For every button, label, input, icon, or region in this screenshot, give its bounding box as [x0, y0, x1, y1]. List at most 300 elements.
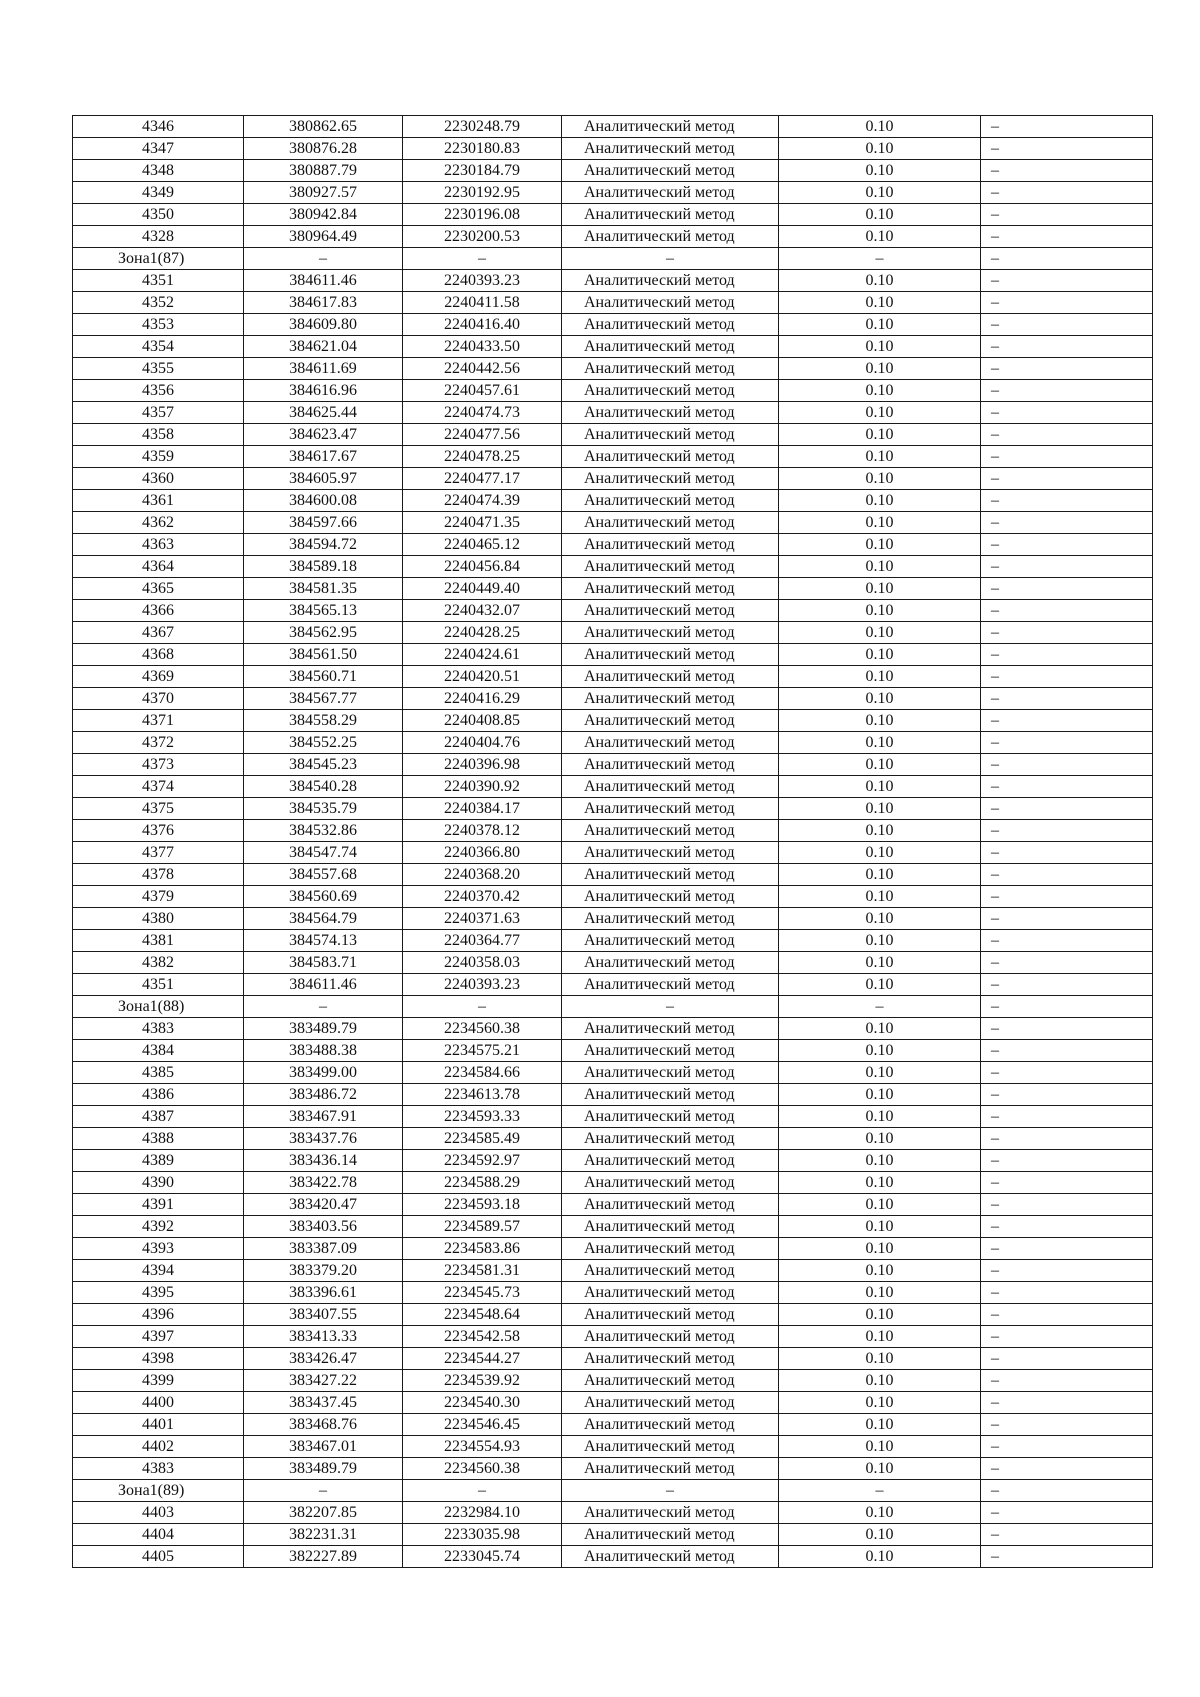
accuracy-cell: 0.10: [779, 776, 981, 798]
method-cell: Аналитический метод: [562, 1436, 779, 1458]
x-coordinate-cell: 383396.61: [244, 1282, 403, 1304]
accuracy-cell: 0.10: [779, 226, 981, 248]
x-coordinate-cell: 384547.74: [244, 842, 403, 864]
accuracy-cell: 0.10: [779, 798, 981, 820]
y-coordinate-cell: 2240477.56: [403, 424, 562, 446]
table-row: [73, 710, 1153, 732]
accuracy-cell: 0.10: [779, 1348, 981, 1370]
note-cell: –: [981, 996, 1153, 1018]
note-cell: –: [981, 842, 1153, 864]
accuracy-cell: –: [779, 1480, 981, 1502]
method-cell: Аналитический метод: [562, 138, 779, 160]
method-cell: Аналитический метод: [562, 1370, 779, 1392]
point-number-cell: 4391: [73, 1194, 244, 1216]
accuracy-cell: 0.10: [779, 358, 981, 380]
point-number-cell: 4396: [73, 1304, 244, 1326]
x-coordinate-cell: 382207.85: [244, 1502, 403, 1524]
method-cell: Аналитический метод: [562, 776, 779, 798]
y-coordinate-cell: 2240408.85: [403, 710, 562, 732]
accuracy-cell: –: [779, 996, 981, 1018]
table-row: [73, 380, 1153, 402]
note-cell: –: [981, 468, 1153, 490]
note-cell: –: [981, 710, 1153, 732]
y-coordinate-cell: 2234560.38: [403, 1018, 562, 1040]
accuracy-cell: 0.10: [779, 622, 981, 644]
note-cell: –: [981, 138, 1153, 160]
x-coordinate-cell: –: [244, 248, 403, 270]
method-cell: Аналитический метод: [562, 402, 779, 424]
note-cell: –: [981, 1436, 1153, 1458]
note-cell: –: [981, 1348, 1153, 1370]
point-number-cell: 4362: [73, 512, 244, 534]
method-cell: Аналитический метод: [562, 974, 779, 996]
point-number-cell: 4372: [73, 732, 244, 754]
method-cell: Аналитический метод: [562, 490, 779, 512]
method-cell: Аналитический метод: [562, 314, 779, 336]
note-cell: –: [981, 1128, 1153, 1150]
point-number-cell: 4346: [73, 116, 244, 138]
method-cell: Аналитический метод: [562, 1502, 779, 1524]
x-coordinate-cell: 380964.49: [244, 226, 403, 248]
point-number-cell: 4365: [73, 578, 244, 600]
table-row: [73, 1216, 1153, 1238]
accuracy-cell: 0.10: [779, 710, 981, 732]
x-coordinate-cell: 384564.79: [244, 908, 403, 930]
note-cell: –: [981, 226, 1153, 248]
accuracy-cell: 0.10: [779, 1238, 981, 1260]
table-row: [73, 1304, 1153, 1326]
accuracy-cell: 0.10: [779, 820, 981, 842]
x-coordinate-cell: 384611.46: [244, 974, 403, 996]
note-cell: –: [981, 248, 1153, 270]
x-coordinate-cell: 384545.23: [244, 754, 403, 776]
point-number-cell: 4383: [73, 1458, 244, 1480]
accuracy-cell: 0.10: [779, 314, 981, 336]
y-coordinate-cell: 2234613.78: [403, 1084, 562, 1106]
note-cell: –: [981, 1238, 1153, 1260]
method-cell: Аналитический метод: [562, 864, 779, 886]
y-coordinate-cell: 2240442.56: [403, 358, 562, 380]
method-cell: Аналитический метод: [562, 842, 779, 864]
accuracy-cell: 0.10: [779, 688, 981, 710]
note-cell: –: [981, 908, 1153, 930]
accuracy-cell: 0.10: [779, 204, 981, 226]
point-number-cell: 4375: [73, 798, 244, 820]
x-coordinate-cell: 384609.80: [244, 314, 403, 336]
y-coordinate-cell: 2240393.23: [403, 974, 562, 996]
method-cell: Аналитический метод: [562, 1194, 779, 1216]
x-coordinate-cell: 384574.13: [244, 930, 403, 952]
x-coordinate-cell: 383379.20: [244, 1260, 403, 1282]
point-number-cell: 4351: [73, 270, 244, 292]
x-coordinate-cell: 384561.50: [244, 644, 403, 666]
accuracy-cell: 0.10: [779, 182, 981, 204]
method-cell: Аналитический метод: [562, 952, 779, 974]
y-coordinate-cell: 2240364.77: [403, 930, 562, 952]
x-coordinate-cell: 384558.29: [244, 710, 403, 732]
y-coordinate-cell: 2230192.95: [403, 182, 562, 204]
x-coordinate-cell: 384605.97: [244, 468, 403, 490]
x-coordinate-cell: 384589.18: [244, 556, 403, 578]
note-cell: –: [981, 1502, 1153, 1524]
table-row: [73, 116, 1153, 138]
y-coordinate-cell: 2240358.03: [403, 952, 562, 974]
point-number-cell: 4405: [73, 1546, 244, 1568]
table-row: [73, 842, 1153, 864]
method-cell: Аналитический метод: [562, 666, 779, 688]
accuracy-cell: 0.10: [779, 446, 981, 468]
note-cell: –: [981, 1282, 1153, 1304]
y-coordinate-cell: 2240384.17: [403, 798, 562, 820]
point-number-cell: 4350: [73, 204, 244, 226]
note-cell: –: [981, 160, 1153, 182]
accuracy-cell: 0.10: [779, 1084, 981, 1106]
table-row: [73, 1062, 1153, 1084]
accuracy-cell: 0.10: [779, 1128, 981, 1150]
note-cell: –: [981, 1106, 1153, 1128]
y-coordinate-cell: 2234545.73: [403, 1282, 562, 1304]
point-number-cell: 4392: [73, 1216, 244, 1238]
method-cell: Аналитический метод: [562, 1458, 779, 1480]
point-number-cell: 4356: [73, 380, 244, 402]
x-coordinate-cell: 383489.79: [244, 1458, 403, 1480]
point-number-cell: 4349: [73, 182, 244, 204]
x-coordinate-cell: 383436.14: [244, 1150, 403, 1172]
method-cell: Аналитический метод: [562, 710, 779, 732]
accuracy-cell: 0.10: [779, 930, 981, 952]
method-cell: Аналитический метод: [562, 1062, 779, 1084]
table-row: [73, 864, 1153, 886]
y-coordinate-cell: 2240428.25: [403, 622, 562, 644]
accuracy-cell: 0.10: [779, 512, 981, 534]
point-number-cell: 4370: [73, 688, 244, 710]
table-row: [73, 336, 1153, 358]
x-coordinate-cell: 384560.71: [244, 666, 403, 688]
accuracy-cell: 0.10: [779, 1194, 981, 1216]
accuracy-cell: 0.10: [779, 468, 981, 490]
y-coordinate-cell: 2240474.39: [403, 490, 562, 512]
zone-header-row: [73, 248, 1153, 270]
point-number-cell: 4358: [73, 424, 244, 446]
method-cell: Аналитический метод: [562, 886, 779, 908]
note-cell: –: [981, 578, 1153, 600]
table-row: [73, 1348, 1153, 1370]
x-coordinate-cell: 383437.45: [244, 1392, 403, 1414]
note-cell: –: [981, 446, 1153, 468]
point-number-cell: 4378: [73, 864, 244, 886]
x-coordinate-cell: 383422.78: [244, 1172, 403, 1194]
note-cell: –: [981, 776, 1153, 798]
accuracy-cell: 0.10: [779, 886, 981, 908]
y-coordinate-cell: 2240404.76: [403, 732, 562, 754]
accuracy-cell: 0.10: [779, 1392, 981, 1414]
point-number-cell: 4404: [73, 1524, 244, 1546]
y-coordinate-cell: 2234583.86: [403, 1238, 562, 1260]
method-cell: Аналитический метод: [562, 424, 779, 446]
note-cell: –: [981, 490, 1153, 512]
note-cell: –: [981, 1524, 1153, 1546]
y-coordinate-cell: 2240371.63: [403, 908, 562, 930]
y-coordinate-cell: 2240471.35: [403, 512, 562, 534]
point-number-cell: 4395: [73, 1282, 244, 1304]
accuracy-cell: 0.10: [779, 402, 981, 424]
y-coordinate-cell: 2240432.07: [403, 600, 562, 622]
point-number-cell: 4361: [73, 490, 244, 512]
y-coordinate-cell: 2240449.40: [403, 578, 562, 600]
point-number-cell: 4348: [73, 160, 244, 182]
method-cell: Аналитический метод: [562, 1040, 779, 1062]
table-row: [73, 666, 1153, 688]
accuracy-cell: 0.10: [779, 336, 981, 358]
x-coordinate-cell: 383499.00: [244, 1062, 403, 1084]
point-number-cell: 4371: [73, 710, 244, 732]
x-coordinate-cell: 384560.69: [244, 886, 403, 908]
accuracy-cell: 0.10: [779, 666, 981, 688]
point-number-cell: 4357: [73, 402, 244, 424]
point-number-cell: 4353: [73, 314, 244, 336]
table-row: [73, 1260, 1153, 1282]
accuracy-cell: 0.10: [779, 1458, 981, 1480]
point-number-cell: 4351: [73, 974, 244, 996]
table-row: [73, 270, 1153, 292]
method-cell: Аналитический метод: [562, 1150, 779, 1172]
table-row: [73, 424, 1153, 446]
x-coordinate-cell: –: [244, 996, 403, 1018]
accuracy-cell: 0.10: [779, 160, 981, 182]
y-coordinate-cell: 2240478.25: [403, 446, 562, 468]
x-coordinate-cell: 384562.95: [244, 622, 403, 644]
accuracy-cell: 0.10: [779, 1018, 981, 1040]
y-coordinate-cell: 2240433.50: [403, 336, 562, 358]
method-cell: Аналитический метод: [562, 226, 779, 248]
method-cell: Аналитический метод: [562, 908, 779, 930]
note-cell: –: [981, 798, 1153, 820]
y-coordinate-cell: 2240390.92: [403, 776, 562, 798]
y-coordinate-cell: 2240366.80: [403, 842, 562, 864]
table-row: [73, 292, 1153, 314]
method-cell: Аналитический метод: [562, 512, 779, 534]
point-number-cell: 4376: [73, 820, 244, 842]
note-cell: –: [981, 930, 1153, 952]
method-cell: Аналитический метод: [562, 116, 779, 138]
point-number-cell: 4385: [73, 1062, 244, 1084]
table-row: [73, 1084, 1153, 1106]
method-cell: Аналитический метод: [562, 1414, 779, 1436]
table-row: [73, 226, 1153, 248]
note-cell: –: [981, 1172, 1153, 1194]
table-row: [73, 952, 1153, 974]
y-coordinate-cell: 2240474.73: [403, 402, 562, 424]
method-cell: Аналитический метод: [562, 600, 779, 622]
note-cell: –: [981, 600, 1153, 622]
point-number-cell: 4352: [73, 292, 244, 314]
note-cell: –: [981, 1062, 1153, 1084]
method-cell: Аналитический метод: [562, 270, 779, 292]
table-row: [73, 138, 1153, 160]
x-coordinate-cell: 383427.22: [244, 1370, 403, 1392]
x-coordinate-cell: 380887.79: [244, 160, 403, 182]
table-row: [73, 402, 1153, 424]
note-cell: –: [981, 1304, 1153, 1326]
accuracy-cell: 0.10: [779, 1546, 981, 1568]
x-coordinate-cell: 383489.79: [244, 1018, 403, 1040]
y-coordinate-cell: 2240370.42: [403, 886, 562, 908]
point-number-cell: 4360: [73, 468, 244, 490]
x-coordinate-cell: 384616.96: [244, 380, 403, 402]
method-cell: Аналитический метод: [562, 534, 779, 556]
accuracy-cell: 0.10: [779, 1040, 981, 1062]
y-coordinate-cell: 2234588.29: [403, 1172, 562, 1194]
note-cell: –: [981, 534, 1153, 556]
coordinates-table: [72, 115, 1153, 1568]
table-row: [73, 578, 1153, 600]
table-row: [73, 1150, 1153, 1172]
x-coordinate-cell: 382231.31: [244, 1524, 403, 1546]
accuracy-cell: 0.10: [779, 1282, 981, 1304]
y-coordinate-cell: 2234548.64: [403, 1304, 562, 1326]
method-cell: Аналитический метод: [562, 1304, 779, 1326]
note-cell: –: [981, 204, 1153, 226]
method-cell: Аналитический метод: [562, 1172, 779, 1194]
table-row: [73, 1370, 1153, 1392]
y-coordinate-cell: 2234554.93: [403, 1436, 562, 1458]
x-coordinate-cell: 384621.04: [244, 336, 403, 358]
method-cell: Аналитический метод: [562, 1106, 779, 1128]
method-cell: Аналитический метод: [562, 1238, 779, 1260]
note-cell: –: [981, 1216, 1153, 1238]
x-coordinate-cell: 384617.67: [244, 446, 403, 468]
zone-header-row: [73, 996, 1153, 1018]
accuracy-cell: 0.10: [779, 292, 981, 314]
method-cell: Аналитический метод: [562, 446, 779, 468]
method-cell: Аналитический метод: [562, 380, 779, 402]
y-coordinate-cell: 2240393.23: [403, 270, 562, 292]
accuracy-cell: 0.10: [779, 864, 981, 886]
y-coordinate-cell: 2234593.18: [403, 1194, 562, 1216]
y-coordinate-cell: 2232984.10: [403, 1502, 562, 1524]
method-cell: Аналитический метод: [562, 1260, 779, 1282]
point-number-cell: 4354: [73, 336, 244, 358]
note-cell: –: [981, 512, 1153, 534]
zone-label-cell: Зона1(87): [73, 248, 244, 270]
method-cell: Аналитический метод: [562, 336, 779, 358]
accuracy-cell: 0.10: [779, 974, 981, 996]
y-coordinate-cell: 2234539.92: [403, 1370, 562, 1392]
note-cell: –: [981, 1150, 1153, 1172]
note-cell: –: [981, 424, 1153, 446]
y-coordinate-cell: 2230200.53: [403, 226, 562, 248]
accuracy-cell: 0.10: [779, 1326, 981, 1348]
y-coordinate-cell: –: [403, 996, 562, 1018]
note-cell: –: [981, 1480, 1153, 1502]
table-row: [73, 490, 1153, 512]
accuracy-cell: 0.10: [779, 732, 981, 754]
point-number-cell: 4380: [73, 908, 244, 930]
x-coordinate-cell: 383387.09: [244, 1238, 403, 1260]
zone-header-row: [73, 1480, 1153, 1502]
x-coordinate-cell: 384597.66: [244, 512, 403, 534]
note-cell: –: [981, 1260, 1153, 1282]
y-coordinate-cell: 2240424.61: [403, 644, 562, 666]
y-coordinate-cell: 2240416.40: [403, 314, 562, 336]
method-cell: Аналитический метод: [562, 1128, 779, 1150]
note-cell: –: [981, 666, 1153, 688]
note-cell: –: [981, 556, 1153, 578]
point-number-cell: 4394: [73, 1260, 244, 1282]
point-number-cell: 4347: [73, 138, 244, 160]
note-cell: –: [981, 688, 1153, 710]
table-row: [73, 160, 1153, 182]
point-number-cell: 4403: [73, 1502, 244, 1524]
y-coordinate-cell: 2234584.66: [403, 1062, 562, 1084]
accuracy-cell: 0.10: [779, 1304, 981, 1326]
x-coordinate-cell: 384540.28: [244, 776, 403, 798]
zone-label-cell: Зона1(89): [73, 1480, 244, 1502]
table-row: [73, 1194, 1153, 1216]
note-cell: –: [981, 622, 1153, 644]
x-coordinate-cell: 380876.28: [244, 138, 403, 160]
note-cell: –: [981, 314, 1153, 336]
table-row: [73, 512, 1153, 534]
table-row: [73, 1524, 1153, 1546]
x-coordinate-cell: 383413.33: [244, 1326, 403, 1348]
accuracy-cell: 0.10: [779, 534, 981, 556]
accuracy-cell: 0.10: [779, 1370, 981, 1392]
y-coordinate-cell: –: [403, 1480, 562, 1502]
accuracy-cell: 0.10: [779, 1150, 981, 1172]
x-coordinate-cell: 380927.57: [244, 182, 403, 204]
table-row: [73, 644, 1153, 666]
note-cell: –: [981, 358, 1153, 380]
note-cell: –: [981, 732, 1153, 754]
note-cell: –: [981, 1040, 1153, 1062]
point-number-cell: 4369: [73, 666, 244, 688]
point-number-cell: 4377: [73, 842, 244, 864]
point-number-cell: 4373: [73, 754, 244, 776]
note-cell: –: [981, 1194, 1153, 1216]
coordinates-table-body: [73, 116, 1153, 1568]
table-row: [73, 1436, 1153, 1458]
table-row: [73, 732, 1153, 754]
x-coordinate-cell: 384567.77: [244, 688, 403, 710]
table-row: [73, 1018, 1153, 1040]
table-row: [73, 358, 1153, 380]
method-cell: –: [562, 1480, 779, 1502]
accuracy-cell: –: [779, 248, 981, 270]
table-row: [73, 974, 1153, 996]
method-cell: Аналитический метод: [562, 930, 779, 952]
table-row: [73, 1106, 1153, 1128]
accuracy-cell: 0.10: [779, 1414, 981, 1436]
table-row: [73, 556, 1153, 578]
x-coordinate-cell: 383468.76: [244, 1414, 403, 1436]
point-number-cell: 4374: [73, 776, 244, 798]
y-coordinate-cell: 2230184.79: [403, 160, 562, 182]
point-number-cell: 4382: [73, 952, 244, 974]
point-number-cell: 4388: [73, 1128, 244, 1150]
y-coordinate-cell: 2234560.38: [403, 1458, 562, 1480]
table-row: [73, 182, 1153, 204]
x-coordinate-cell: 384623.47: [244, 424, 403, 446]
accuracy-cell: 0.10: [779, 1216, 981, 1238]
x-coordinate-cell: 384552.25: [244, 732, 403, 754]
y-coordinate-cell: 2230196.08: [403, 204, 562, 226]
y-coordinate-cell: 2240457.61: [403, 380, 562, 402]
accuracy-cell: 0.10: [779, 1172, 981, 1194]
y-coordinate-cell: 2234544.27: [403, 1348, 562, 1370]
y-coordinate-cell: 2234542.58: [403, 1326, 562, 1348]
y-coordinate-cell: 2233045.74: [403, 1546, 562, 1568]
